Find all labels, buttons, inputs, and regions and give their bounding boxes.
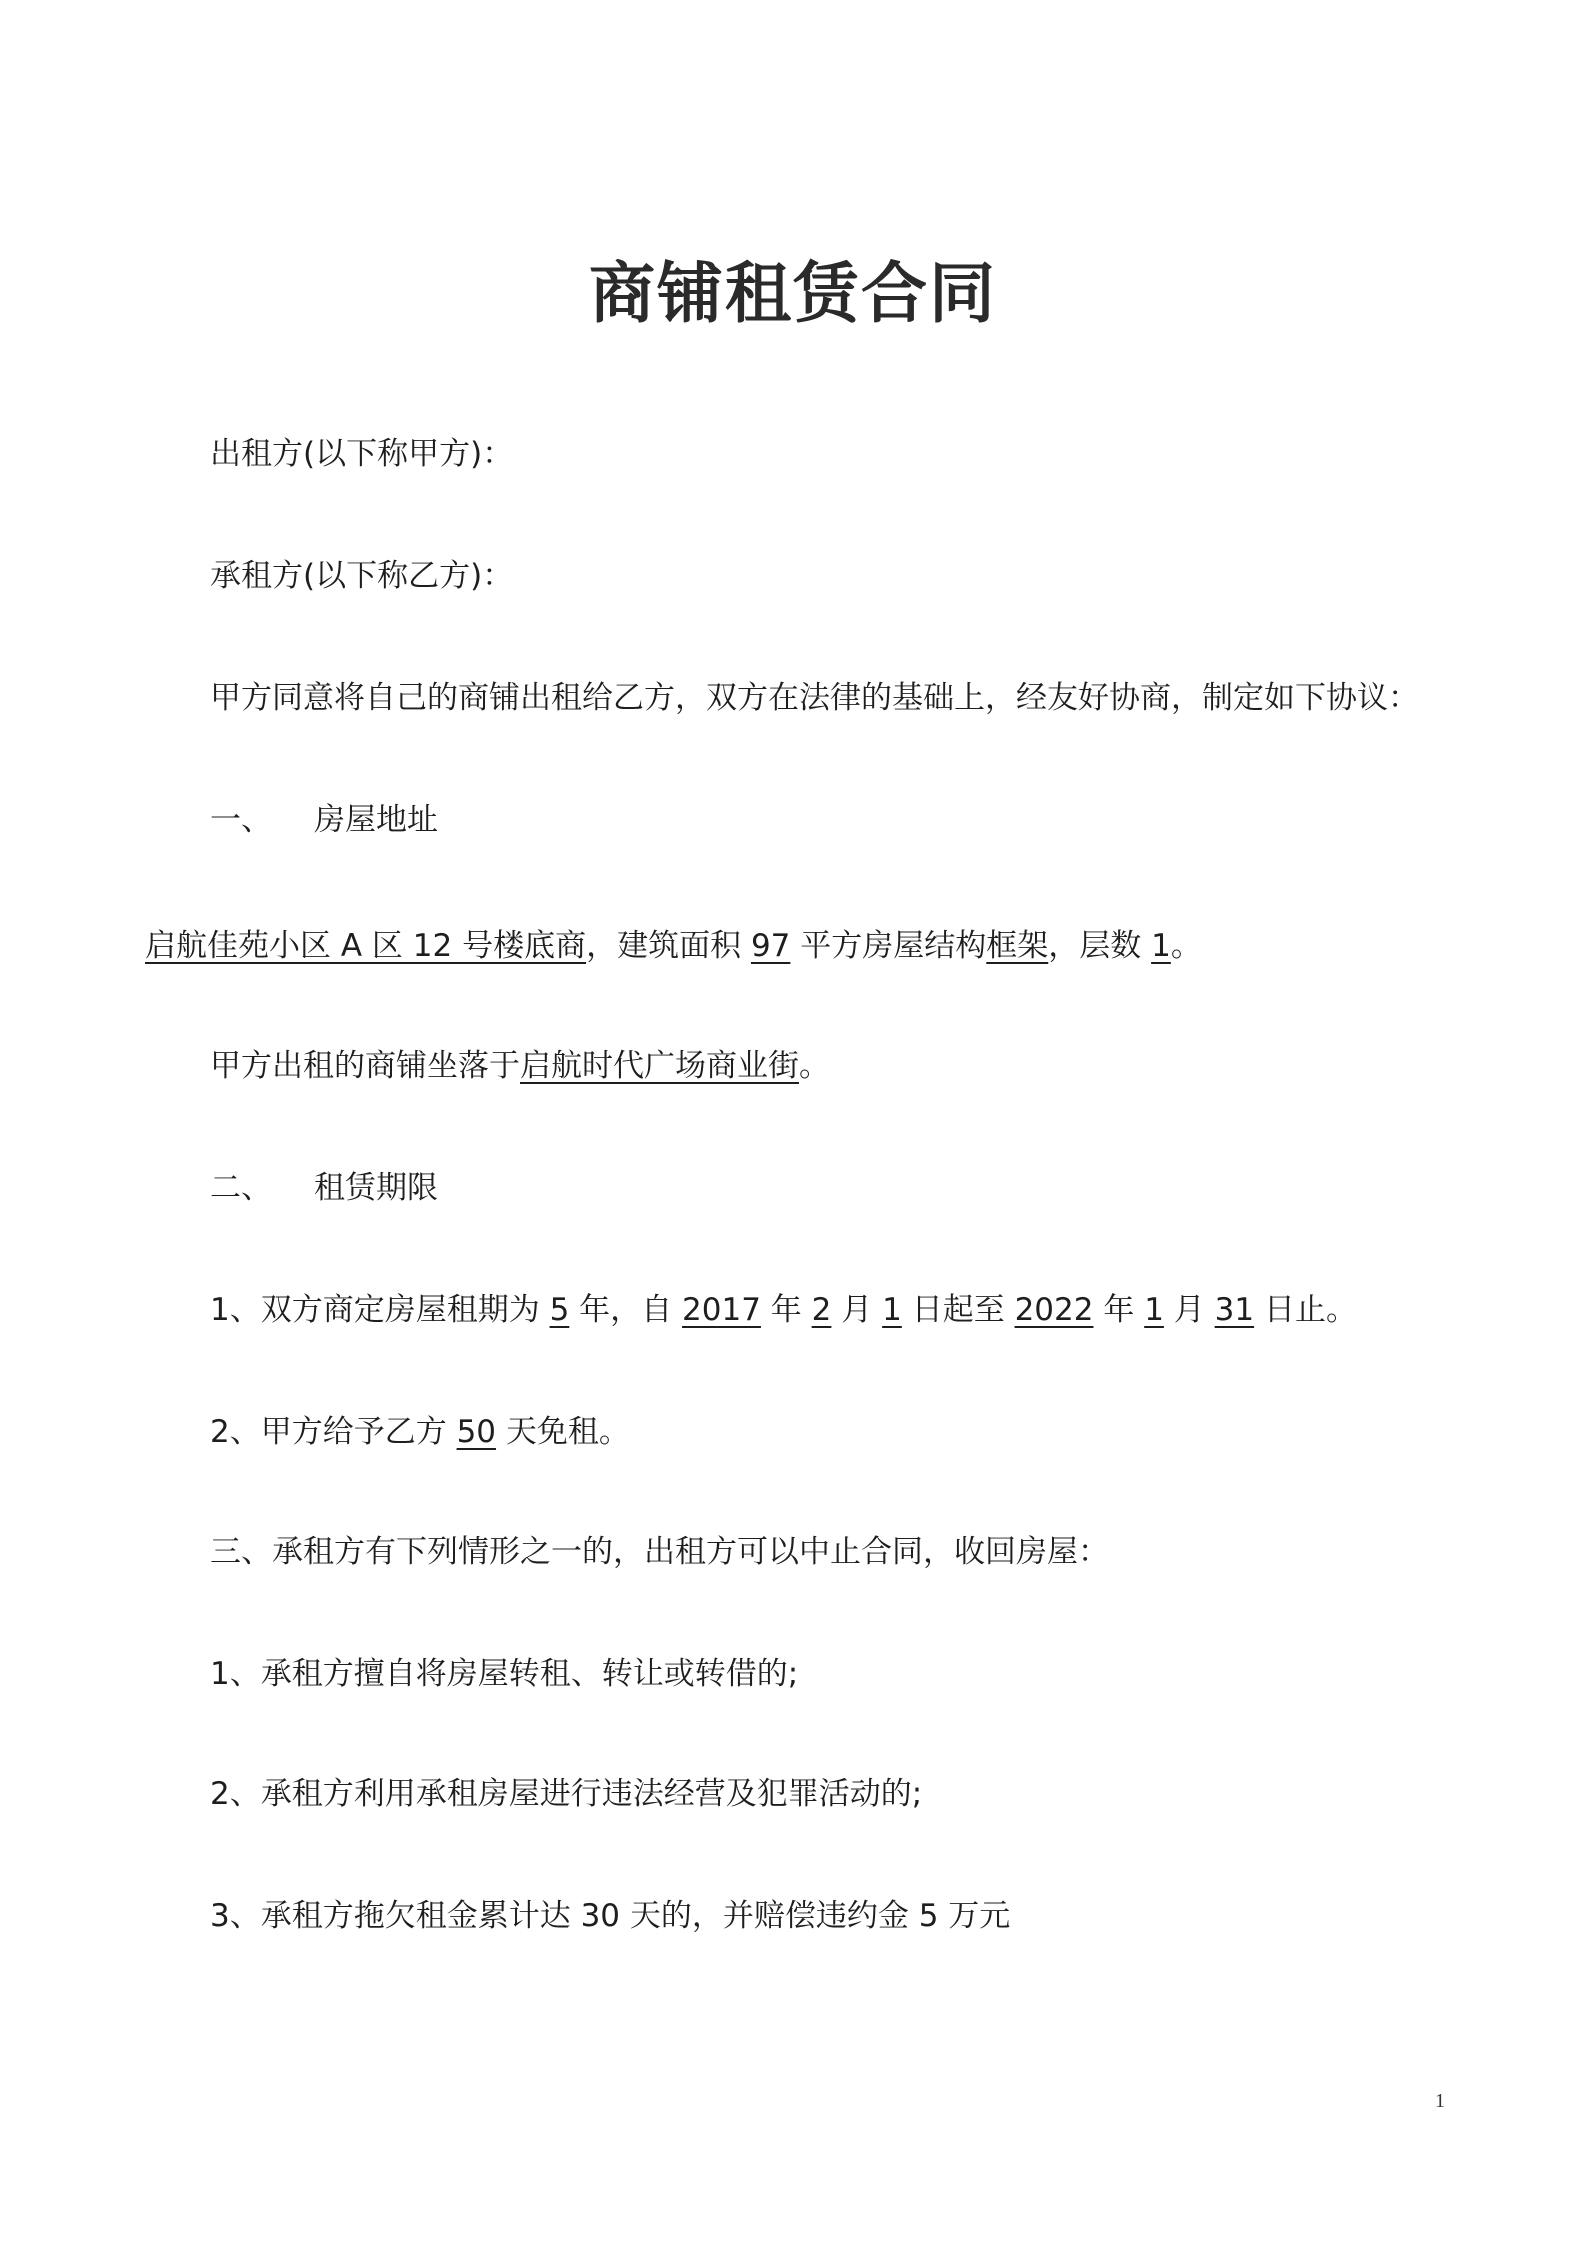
- free-rent-line: [210, 1412, 630, 1452]
- location-suffix: 。: [799, 1048, 830, 1084]
- location-place: 启航时代广场商业街: [520, 1048, 799, 1084]
- community-name: 启航佳苑小区 A 区 12 号楼底商: [145, 928, 587, 964]
- end-month: 1: [1144, 1292, 1164, 1328]
- address-text-2: 平方房屋结构: [790, 928, 987, 964]
- lessor-line: 出租方(以下称甲方)：: [210, 436, 514, 472]
- section-2-title: 租赁期限: [314, 1170, 438, 1206]
- clause-1: 1、承租方擅自将房屋转租、转让或转借的;: [210, 1656, 799, 1692]
- clause-2: 2、承租方利用承租房屋进行违法经营及犯罪活动的;: [210, 1776, 923, 1812]
- section-2-number: 二、: [210, 1170, 272, 1206]
- document-title: 商铺租赁合同: [589, 255, 997, 332]
- end-year: 2022: [1014, 1292, 1094, 1328]
- term-line: [210, 1290, 1357, 1330]
- clause-3: 3、承租方拖欠租金累计达 30 天的，并赔偿违约金 5 万元: [210, 1898, 1011, 1934]
- term-text-1: 1、双方商定房屋租期为: [210, 1292, 550, 1328]
- term-text-6: 年: [1093, 1292, 1145, 1328]
- section-2-heading: [210, 1168, 438, 1208]
- section-1-number: 一、: [210, 802, 272, 838]
- free-rent-days: 50: [456, 1414, 497, 1450]
- end-day: 31: [1214, 1292, 1255, 1328]
- term-text-5: 日起至: [901, 1292, 1015, 1328]
- floor-count: 1: [1151, 928, 1171, 964]
- address-text-3: ，层数: [1048, 928, 1152, 964]
- location-line: [210, 1046, 830, 1086]
- free-rent-text-2: 天免租。: [496, 1414, 630, 1450]
- term-text-7: 月: [1163, 1292, 1215, 1328]
- free-rent-text-1: 2、甲方给予乙方: [210, 1414, 457, 1450]
- address-line: [145, 926, 1202, 966]
- address-text-1: ，建筑面积: [586, 928, 751, 964]
- page-number: 1: [1435, 2090, 1445, 2112]
- term-text-8: 日止。: [1254, 1292, 1357, 1328]
- preamble-line: 甲方同意将自己的商铺出租给乙方，双方在法律的基础上，经友好协商，制定如下协议：: [210, 680, 1419, 716]
- section-3-heading: 三、承租方有下列情形之一的，出租方可以中止合同，收回房屋：: [210, 1534, 1109, 1570]
- building-area: 97: [750, 928, 791, 964]
- term-text-3: 年: [760, 1292, 812, 1328]
- address-text-4: 。: [1170, 928, 1202, 964]
- structure-type: 框架: [986, 928, 1049, 964]
- lessee-line: 承租方(以下称乙方)：: [210, 558, 514, 594]
- start-month: 2: [811, 1292, 832, 1328]
- start-day: 1: [882, 1292, 902, 1328]
- location-prefix: 甲方出租的商铺坐落于: [210, 1048, 520, 1084]
- term-text-2: 年，自: [569, 1292, 683, 1328]
- section-1-heading: [210, 800, 438, 840]
- term-text-4: 月: [831, 1292, 883, 1328]
- start-year: 2017: [682, 1292, 761, 1328]
- term-years: 5: [549, 1292, 570, 1328]
- section-1-title: 房屋地址: [314, 802, 438, 838]
